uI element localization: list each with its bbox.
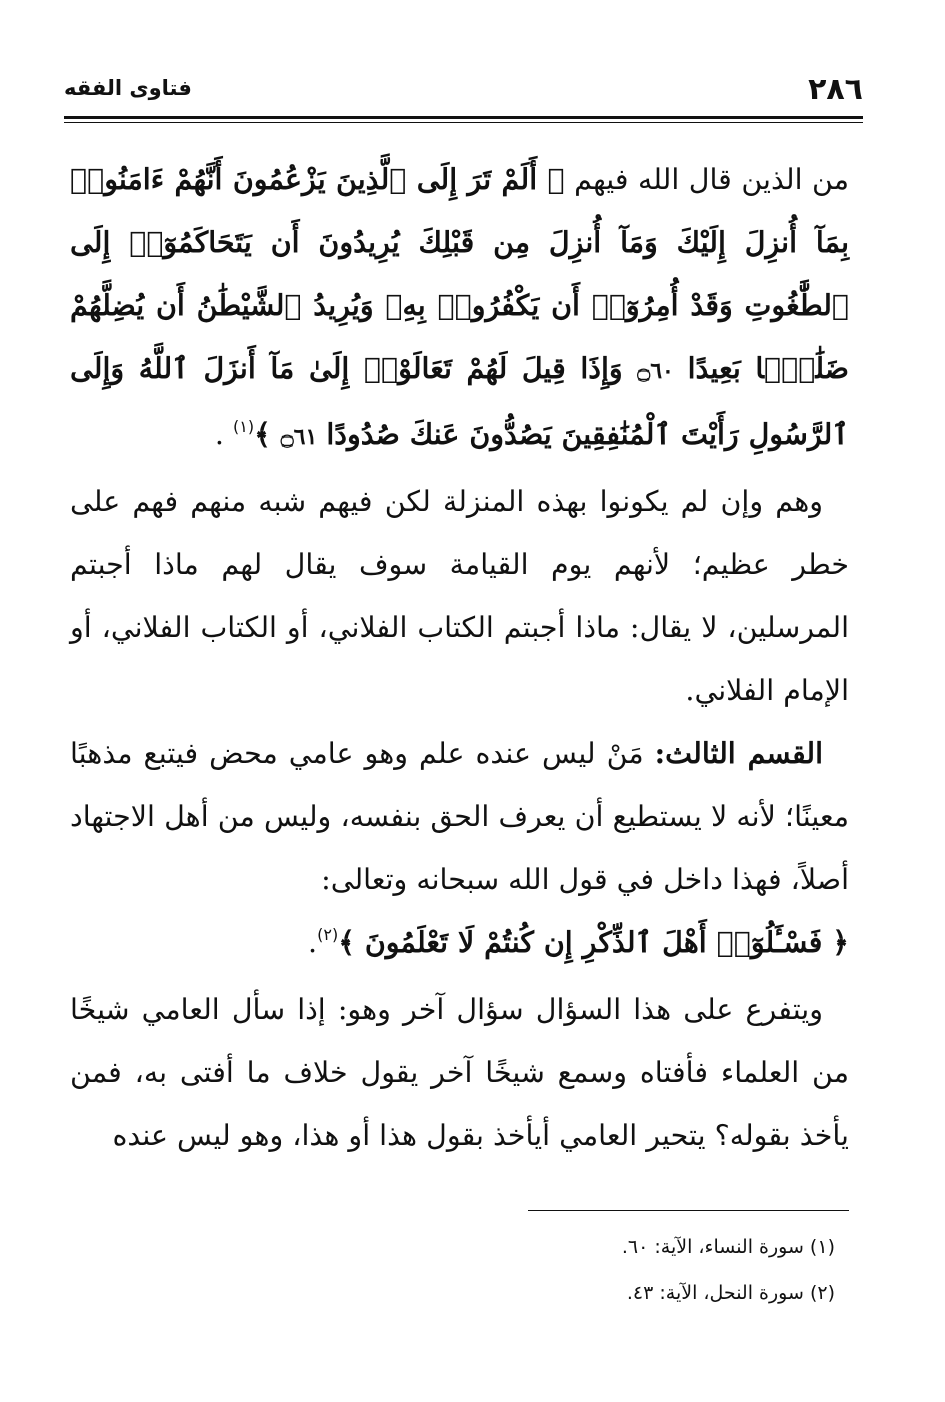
- book-title: فتاوى الفقه: [64, 76, 192, 100]
- p4-end: .: [308, 926, 318, 959]
- p1-intro: من الذين قال الله فيهم: [564, 163, 849, 196]
- header-rule: [64, 116, 863, 119]
- quran-verse-43: ﴿ فَسْـَٔلُوٓا۟ أَهْلَ ٱلذِّكْرِ إِن كُنتُمْ لَا تَعْلَمُونَ ﴾: [338, 925, 849, 959]
- quran-verse-60: ﴿ أَلَمْ تَرَ إِلَى ٱلَّذِينَ يَزْعُمُونَ أَنَّهُمْ ءَامَنُوا۟ بِمَآ أُنزِلَ إِلَيْكَ وَمَآ أُنزِلَ مِن قَبْلِكَ يُرِيدُونَ أَن يَتَحَاكَمُوٓا۟ إِلَى ٱلطَّٰغُوتِ وَقَدْ أُمِرُوٓا۟ أَن يَكْفُرُوا۟ بِهِۦ وَيُرِيدُ ٱلشَّيْطَٰنُ أَن يُضِلَّهُمْ ضَلَٰلًۢا بَعِيدًا: [70, 162, 850, 385]
- footnotes: [622, 1224, 835, 1316]
- footnote-rule: [528, 1210, 849, 1211]
- footnote-1: (١) سورة النساء، الآية: ٦٠.: [621, 1236, 835, 1258]
- ayah-marker-61: ۝٦١: [280, 424, 318, 450]
- quran-verse-61: وَإِذَا قِيلَ لَهُمْ تَعَالَوْا۟ إِلَىٰ مَآ أَنزَلَ ٱللَّهُ وَإِلَى ٱلرَّسُولِ رَأَيْتَ ٱلْمُنَٰفِقِينَ يَصُدُّونَ عَنكَ صُدُودًا: [70, 351, 849, 451]
- paragraph-4: [70, 911, 849, 978]
- paragraph-3: [70, 722, 849, 911]
- page-body: [70, 148, 849, 1167]
- p3-text: مَنْ ليس عنده علم وهو عامي محض فيتبع مذهبًا معينًا؛ لأنه لا يستطيع أن يعرف الحق بنفسه، وليس من أهل الاجتهاد أصلاً، فهذا داخل في قول الله سبحانه وتعالى:: [70, 737, 849, 896]
- p1-end: .: [214, 418, 234, 451]
- footnote-ref-1: (١): [233, 417, 255, 436]
- paragraph-1: [70, 148, 849, 470]
- section-lead: القسم الثالث:: [654, 736, 823, 770]
- quran-close-bracket: ﴾: [254, 417, 281, 451]
- running-header: [64, 72, 863, 116]
- paragraph-5: ويتفرع على هذا السؤال سؤال آخر وهو: إذا سأل العامي شيخًا من العلماء فأفتاه وسمع شيخًا آخر يقول خلاف ما أفتى به، فمن يأخذ بقوله؟ يتحير العامي أيأخذ بقول هذا أو هذا، وهو ليس عنده: [70, 993, 849, 1152]
- paragraph-2: وهم وإن لم يكونوا بهذه المنزلة لكن فيهم شبه منهم فهم على خطر عظيم؛ لأنهم يوم القيامة سوف يقال لهم ماذا أجبتم المرسلين، لا يقال: ماذا أجبتم الكتاب الفلاني، أو الكتاب الفلاني، أو الإمام الفلاني.: [70, 485, 849, 707]
- page-number: ٢٨٦: [808, 72, 863, 107]
- footnote-2: (٢) سورة النحل، الآية: ٤٣.: [626, 1282, 835, 1304]
- footnote-ref-2: (٢): [317, 925, 339, 944]
- header-rule-thin: [64, 122, 863, 123]
- ayah-marker-60: ۝٦٠: [637, 358, 674, 384]
